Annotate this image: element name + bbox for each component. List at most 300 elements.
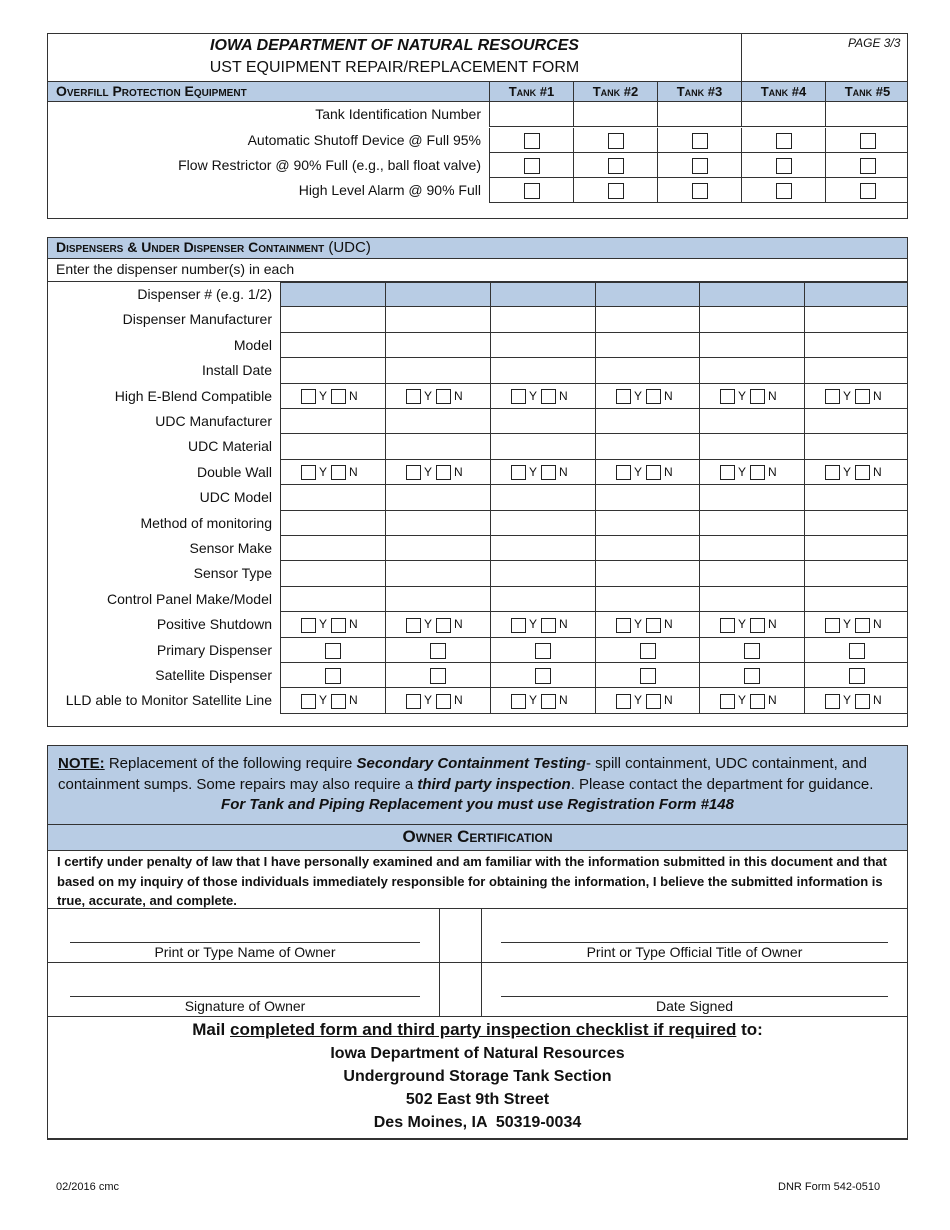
no-label: N	[349, 693, 358, 708]
dispenser-input-cell[interactable]	[490, 485, 595, 510]
no-label: N	[664, 464, 673, 479]
no-label: N	[768, 617, 777, 632]
dispenser-choice-cell	[595, 460, 700, 485]
dispenser-input-cell[interactable]	[280, 587, 385, 612]
dispenser-input-cell[interactable]	[490, 561, 595, 586]
form-title: UST EQUIPMENT REPAIR/REPLACEMENT FORM	[209, 59, 580, 76]
dispenser-input-cell[interactable]	[699, 561, 804, 586]
yes-no-pair	[301, 464, 358, 481]
yes-no-pair	[301, 692, 358, 709]
yes-checkbox[interactable]	[720, 465, 735, 480]
dispenser-choice-cell	[804, 460, 907, 485]
yes-checkbox[interactable]	[720, 694, 735, 709]
yes-checkbox[interactable]	[406, 694, 421, 709]
mail-address-section: Underground Storage Tank Section	[343, 1068, 612, 1085]
dispenser-choice-cell	[490, 688, 595, 713]
tank-header-1: Tank #1	[489, 81, 573, 102]
yes-checkbox[interactable]	[301, 389, 316, 404]
dispenser-input-cell[interactable]	[385, 333, 490, 358]
dispenser-choice-cell	[385, 638, 490, 663]
yes-label: Y	[529, 617, 538, 632]
yes-checkbox[interactable]	[825, 389, 840, 404]
yes-label: Y	[843, 388, 852, 403]
no-label: N	[873, 617, 882, 632]
yes-checkbox[interactable]	[301, 694, 316, 709]
dispenser-section	[47, 237, 908, 727]
overfill-checkbox[interactable]	[692, 158, 708, 174]
overfill-checkbox[interactable]	[524, 183, 540, 199]
no-checkbox[interactable]	[541, 465, 556, 480]
overfill-cell	[657, 178, 741, 203]
dispenser-row-label: UDC Material	[187, 438, 272, 455]
dispenser-checkbox[interactable]	[744, 668, 760, 684]
dispenser-choice-cell	[699, 688, 804, 713]
no-label: N	[454, 464, 463, 479]
dispenser-choice-cell	[595, 384, 700, 409]
dispenser-input-cell[interactable]	[595, 561, 700, 586]
no-label: N	[873, 388, 882, 403]
dispenser-input-cell[interactable]	[385, 409, 490, 434]
dispenser-input-cell[interactable]	[490, 511, 595, 536]
overfill-checkbox[interactable]	[860, 133, 876, 149]
tank-id-input[interactable]	[825, 102, 908, 127]
dispenser-input-cell[interactable]	[280, 536, 385, 561]
yes-label: Y	[424, 464, 433, 479]
dispenser-input-cell[interactable]	[804, 434, 907, 459]
dispenser-input-cell[interactable]	[804, 587, 907, 612]
dispenser-input-cell[interactable]	[699, 282, 804, 307]
dispenser-choice-cell	[595, 688, 700, 713]
no-checkbox[interactable]	[750, 694, 765, 709]
overfill-checkbox[interactable]	[692, 133, 708, 149]
no-checkbox[interactable]	[331, 694, 346, 709]
yes-no-pair	[825, 388, 882, 405]
yes-label: Y	[634, 693, 643, 708]
dispenser-checkbox[interactable]	[325, 643, 341, 659]
yes-checkbox[interactable]	[616, 465, 631, 480]
dispenser-choice-cell	[385, 663, 490, 688]
yes-label: Y	[634, 388, 643, 403]
yes-no-pair	[406, 464, 463, 481]
overfill-cell	[573, 128, 657, 153]
yes-no-pair	[825, 616, 882, 633]
note-label: NOTE:	[58, 755, 105, 772]
dispenser-checkbox[interactable]	[849, 643, 865, 659]
dispenser-row-label: Satellite Dispenser	[155, 667, 272, 683]
yes-label: Y	[319, 388, 328, 403]
yes-no-pair	[720, 388, 777, 405]
dispenser-input-cell[interactable]	[804, 358, 907, 383]
no-checkbox[interactable]	[646, 618, 661, 633]
dispenser-input-cell[interactable]	[490, 358, 595, 383]
yes-checkbox[interactable]	[511, 618, 526, 633]
yes-label: Y	[738, 388, 747, 403]
dispenser-row-label: Dispenser Manufacturer	[122, 311, 272, 328]
dispenser-input-cell[interactable]	[804, 333, 907, 358]
dispenser-input-cell[interactable]	[699, 511, 804, 536]
dispenser-input-cell[interactable]	[490, 307, 595, 332]
no-checkbox[interactable]	[750, 389, 765, 404]
no-label: N	[664, 388, 673, 403]
yes-no-pair	[616, 616, 673, 633]
tank-id-input[interactable]	[657, 102, 741, 127]
note-text-2: - spill containment, UDC containment, and containment sumps. Some repairs may also require a	[58, 755, 867, 793]
certification-statement: I certify under penalty of law that I have personally examined and am familiar with the information submitted in this document and that based on my inquiry of those individuals immediately responsible for obtaining the information, I believe the submitted information is true, accurate, and complete.	[57, 854, 887, 908]
dispenser-input-cell[interactable]	[804, 485, 907, 510]
yes-label: Y	[529, 693, 538, 708]
overfill-row-label: Tank Identification Number	[315, 106, 481, 122]
tank-id-input[interactable]	[741, 102, 825, 127]
dispenser-checkbox[interactable]	[535, 668, 551, 684]
dispenser-input-cell[interactable]	[490, 282, 595, 307]
dispenser-choice-cell	[385, 688, 490, 713]
yes-checkbox[interactable]	[616, 694, 631, 709]
yes-checkbox[interactable]	[825, 465, 840, 480]
overfill-cell	[573, 153, 657, 178]
dispenser-input-cell[interactable]	[490, 333, 595, 358]
no-checkbox[interactable]	[541, 694, 556, 709]
overfill-checkbox[interactable]	[776, 183, 792, 199]
dispenser-checkbox[interactable]	[535, 643, 551, 659]
dispenser-input-cell[interactable]	[280, 511, 385, 536]
tank-id-input[interactable]	[489, 102, 573, 127]
overfill-checkbox[interactable]	[608, 158, 624, 174]
yes-no-pair	[825, 692, 882, 709]
dispenser-checkbox[interactable]	[849, 668, 865, 684]
yes-label: Y	[319, 693, 328, 708]
yes-label: Y	[529, 388, 538, 403]
dispenser-input-cell[interactable]	[699, 307, 804, 332]
overfill-cell	[825, 178, 908, 203]
dispenser-input-cell[interactable]	[804, 307, 907, 332]
yes-label: Y	[634, 617, 643, 632]
no-checkbox[interactable]	[855, 618, 870, 633]
yes-checkbox[interactable]	[406, 465, 421, 480]
yes-label: Y	[424, 693, 433, 708]
dispenser-input-cell[interactable]	[385, 282, 490, 307]
dispenser-input-cell[interactable]	[280, 333, 385, 358]
overfill-checkbox[interactable]	[608, 133, 624, 149]
dispenser-checkbox[interactable]	[430, 668, 446, 684]
dispenser-input-cell[interactable]	[595, 333, 700, 358]
no-label: N	[768, 464, 777, 479]
owner-signature-line[interactable]	[70, 996, 420, 997]
no-checkbox[interactable]	[646, 694, 661, 709]
dispenser-input-cell[interactable]	[699, 358, 804, 383]
dispenser-input-cell[interactable]	[804, 511, 907, 536]
dispenser-choice-cell	[804, 638, 907, 663]
no-label: N	[664, 617, 673, 632]
yes-checkbox[interactable]	[720, 618, 735, 633]
no-checkbox[interactable]	[855, 465, 870, 480]
dispenser-input-cell[interactable]	[280, 409, 385, 434]
dispenser-input-cell[interactable]	[804, 409, 907, 434]
mail-address-city: Des Moines, IA 50319-0034	[373, 1114, 582, 1131]
dispenser-row-label: UDC Model	[199, 489, 272, 506]
dispenser-input-cell[interactable]	[699, 587, 804, 612]
yes-checkbox[interactable]	[825, 618, 840, 633]
dispenser-input-cell[interactable]	[595, 536, 700, 561]
overfill-checkbox[interactable]	[608, 183, 624, 199]
yes-checkbox[interactable]	[511, 465, 526, 480]
yes-checkbox[interactable]	[511, 694, 526, 709]
yes-label: Y	[843, 617, 852, 632]
yes-no-pair	[406, 388, 463, 405]
overfill-checkbox[interactable]	[860, 183, 876, 199]
overfill-cell	[489, 153, 573, 178]
yes-no-pair	[511, 464, 568, 481]
overfill-cell	[741, 178, 825, 203]
yes-no-pair	[511, 616, 568, 633]
dispenser-input-cell[interactable]	[385, 587, 490, 612]
dispenser-input-cell[interactable]	[280, 282, 385, 307]
yes-label: Y	[319, 464, 328, 479]
note-paragraph	[58, 753, 897, 795]
dispenser-row-label: Sensor Type	[193, 565, 272, 582]
dispenser-checkbox[interactable]	[325, 668, 341, 684]
note-text-3: . Please contact the department for guidance.	[570, 776, 874, 793]
no-label: N	[768, 388, 777, 403]
no-label: N	[559, 617, 568, 632]
overfill-cell	[657, 128, 741, 153]
agency-title: IOWA DEPARTMENT OF NATURAL RESOURCES	[210, 37, 579, 54]
overfill-cell	[741, 128, 825, 153]
dispenser-choice-cell	[804, 688, 907, 713]
mail-instruction	[48, 1018, 907, 1042]
no-checkbox[interactable]	[750, 465, 765, 480]
yes-no-pair	[406, 692, 463, 709]
dispenser-choice-cell	[280, 612, 385, 637]
no-label: N	[559, 464, 568, 479]
dispenser-input-cell[interactable]	[385, 434, 490, 459]
date-signed-line[interactable]	[501, 996, 888, 997]
yes-no-pair	[511, 388, 568, 405]
certification-section	[47, 745, 908, 1140]
dispenser-choice-cell	[804, 612, 907, 637]
overfill-checkbox[interactable]	[776, 158, 792, 174]
overfill-cell	[825, 128, 908, 153]
yes-checkbox[interactable]	[825, 694, 840, 709]
yes-label: Y	[738, 693, 747, 708]
yes-checkbox[interactable]	[616, 618, 631, 633]
tank-header-5: Tank #5	[825, 81, 909, 102]
no-label: N	[349, 464, 358, 479]
no-checkbox[interactable]	[331, 618, 346, 633]
dispenser-input-cell[interactable]	[595, 434, 700, 459]
dispenser-choice-cell	[595, 612, 700, 637]
dispenser-input-cell[interactable]	[595, 511, 700, 536]
dispenser-input-cell[interactable]	[595, 587, 700, 612]
overfill-section	[47, 33, 908, 219]
dispenser-input-cell[interactable]	[804, 536, 907, 561]
yes-label: Y	[843, 693, 852, 708]
dispenser-checkbox[interactable]	[640, 643, 656, 659]
yes-no-pair	[406, 616, 463, 633]
dispenser-row-label: Model	[233, 336, 272, 353]
dispenser-row-label: Positive Shutdown	[156, 616, 272, 633]
dispenser-choice-cell	[385, 384, 490, 409]
dispenser-choice-cell	[699, 460, 804, 485]
dispenser-choice-cell	[595, 638, 700, 663]
no-label: N	[768, 693, 777, 708]
dispenser-input-cell[interactable]	[699, 485, 804, 510]
dispenser-input-cell[interactable]	[699, 434, 804, 459]
dispenser-input-cell[interactable]	[804, 282, 907, 307]
dispenser-input-cell[interactable]	[280, 485, 385, 510]
dispenser-input-cell[interactable]	[385, 307, 490, 332]
yes-checkbox[interactable]	[616, 389, 631, 404]
yes-no-pair	[301, 616, 358, 633]
no-label: N	[873, 693, 882, 708]
overfill-row-label: Flow Restrictor @ 90% Full (e.g., ball float valve)	[178, 157, 481, 173]
dispenser-checkbox[interactable]	[744, 643, 760, 659]
dispenser-row-label: Sensor Make	[189, 540, 272, 556]
yes-label: Y	[319, 617, 328, 632]
yes-label: Y	[738, 617, 747, 632]
overfill-checkbox[interactable]	[860, 158, 876, 174]
dispenser-choice-cell	[280, 688, 385, 713]
no-label: N	[873, 464, 882, 479]
yes-checkbox[interactable]	[301, 618, 316, 633]
tank-header-3: Tank #3	[657, 81, 741, 102]
tank-header-4: Tank #4	[741, 81, 825, 102]
certification-title: Owner Certification	[402, 827, 553, 846]
no-checkbox[interactable]	[541, 618, 556, 633]
dispenser-input-cell[interactable]	[595, 282, 700, 307]
overfill-checkbox[interactable]	[524, 158, 540, 174]
dispenser-input-cell[interactable]	[385, 485, 490, 510]
dispenser-title-suffix: (UDC)	[324, 239, 371, 256]
dispenser-row-label: Method of monitoring	[140, 514, 272, 531]
yes-no-pair	[720, 616, 777, 633]
no-checkbox[interactable]	[855, 694, 870, 709]
dispenser-title	[56, 239, 371, 256]
no-checkbox[interactable]	[331, 465, 346, 480]
owner-title-line[interactable]	[501, 942, 888, 943]
mail-underlined: completed form and third party inspection checklist if required	[230, 1020, 737, 1039]
dispenser-choice-cell	[699, 638, 804, 663]
footer-form-number: DNR Form 542-0510	[778, 1181, 881, 1193]
dispenser-input-cell[interactable]	[385, 536, 490, 561]
dispenser-input-cell[interactable]	[595, 485, 700, 510]
dispenser-input-cell[interactable]	[490, 409, 595, 434]
footer-date-code: 02/2016 cmc	[56, 1181, 119, 1193]
dispenser-input-cell[interactable]	[699, 409, 804, 434]
dispenser-choice-cell	[699, 384, 804, 409]
yes-no-pair	[616, 692, 673, 709]
dispenser-input-cell[interactable]	[595, 409, 700, 434]
no-checkbox[interactable]	[436, 389, 451, 404]
yes-no-pair	[511, 692, 568, 709]
overfill-checkbox[interactable]	[776, 133, 792, 149]
yes-no-pair	[720, 692, 777, 709]
dispenser-input-cell[interactable]	[385, 561, 490, 586]
note-emphasis-2: third party inspection	[417, 776, 571, 793]
overfill-checkbox[interactable]	[524, 133, 540, 149]
dispenser-choice-cell	[595, 663, 700, 688]
yes-label: Y	[424, 617, 433, 632]
dispenser-input-cell[interactable]	[280, 561, 385, 586]
overfill-cell	[657, 153, 741, 178]
owner-name-line[interactable]	[70, 942, 420, 943]
no-checkbox[interactable]	[541, 389, 556, 404]
dispenser-input-cell[interactable]	[280, 358, 385, 383]
mail-address-street: 502 East 9th Street	[405, 1091, 550, 1108]
dispenser-row-label: Double Wall	[197, 463, 272, 480]
dispenser-input-cell[interactable]	[699, 536, 804, 561]
dispenser-checkbox[interactable]	[430, 643, 446, 659]
no-checkbox[interactable]	[855, 389, 870, 404]
dispenser-row-label: Install Date	[201, 362, 272, 379]
dispenser-input-cell[interactable]	[595, 358, 700, 383]
owner-name-label: Print or Type Name of Owner	[154, 944, 336, 960]
dispenser-choice-cell	[490, 460, 595, 485]
dispenser-title-bold: Dispensers & Under Dispenser Containment	[56, 239, 325, 255]
overfill-row-label: Automatic Shutoff Device @ Full 95%	[247, 132, 481, 148]
dispenser-input-cell[interactable]	[804, 561, 907, 586]
yes-checkbox[interactable]	[406, 618, 421, 633]
yes-checkbox[interactable]	[511, 389, 526, 404]
dispenser-choice-cell	[699, 663, 804, 688]
mail-address-agency: Iowa Department of Natural Resources	[330, 1045, 625, 1062]
overfill-cell	[825, 153, 908, 178]
yes-label: Y	[424, 388, 433, 403]
yes-checkbox[interactable]	[301, 465, 316, 480]
dispenser-row-label: UDC Manufacturer	[155, 413, 272, 429]
yes-checkbox[interactable]	[406, 389, 421, 404]
yes-label: Y	[843, 464, 852, 479]
dispenser-input-cell[interactable]	[385, 511, 490, 536]
dispenser-input-cell[interactable]	[280, 307, 385, 332]
yes-no-pair	[720, 464, 777, 481]
mail-suffix: to:	[736, 1020, 763, 1039]
dispenser-choice-cell	[280, 384, 385, 409]
no-checkbox[interactable]	[646, 465, 661, 480]
no-checkbox[interactable]	[436, 618, 451, 633]
no-checkbox[interactable]	[436, 465, 451, 480]
yes-label: Y	[738, 464, 747, 479]
yes-no-pair	[825, 464, 882, 481]
overfill-checkbox[interactable]	[692, 183, 708, 199]
dispenser-row-label: High E-Blend Compatible	[114, 387, 272, 404]
tank-id-input[interactable]	[573, 102, 657, 127]
dispenser-choice-cell	[699, 612, 804, 637]
no-checkbox[interactable]	[646, 389, 661, 404]
dispenser-input-cell[interactable]	[280, 434, 385, 459]
dispenser-row-label: LLD able to Monitor Satellite Line	[65, 692, 272, 709]
dispenser-input-cell[interactable]	[699, 333, 804, 358]
dispenser-input-cell[interactable]	[490, 434, 595, 459]
dispenser-checkbox[interactable]	[640, 668, 656, 684]
no-label: N	[349, 388, 358, 403]
dispenser-input-cell[interactable]	[490, 587, 595, 612]
yes-label: Y	[634, 464, 643, 479]
no-checkbox[interactable]	[750, 618, 765, 633]
dispenser-input-cell[interactable]	[595, 307, 700, 332]
dispenser-choice-cell	[280, 638, 385, 663]
yes-no-pair	[616, 388, 673, 405]
dispenser-input-cell[interactable]	[385, 358, 490, 383]
no-checkbox[interactable]	[331, 389, 346, 404]
dispenser-input-cell[interactable]	[490, 536, 595, 561]
overfill-cell	[489, 178, 573, 203]
yes-checkbox[interactable]	[720, 389, 735, 404]
dispenser-choice-cell	[280, 460, 385, 485]
mailing-block	[48, 1018, 907, 1134]
no-checkbox[interactable]	[436, 694, 451, 709]
dispenser-choice-cell	[490, 663, 595, 688]
overfill-row-label: High Level Alarm @ 90% Full	[298, 182, 481, 198]
